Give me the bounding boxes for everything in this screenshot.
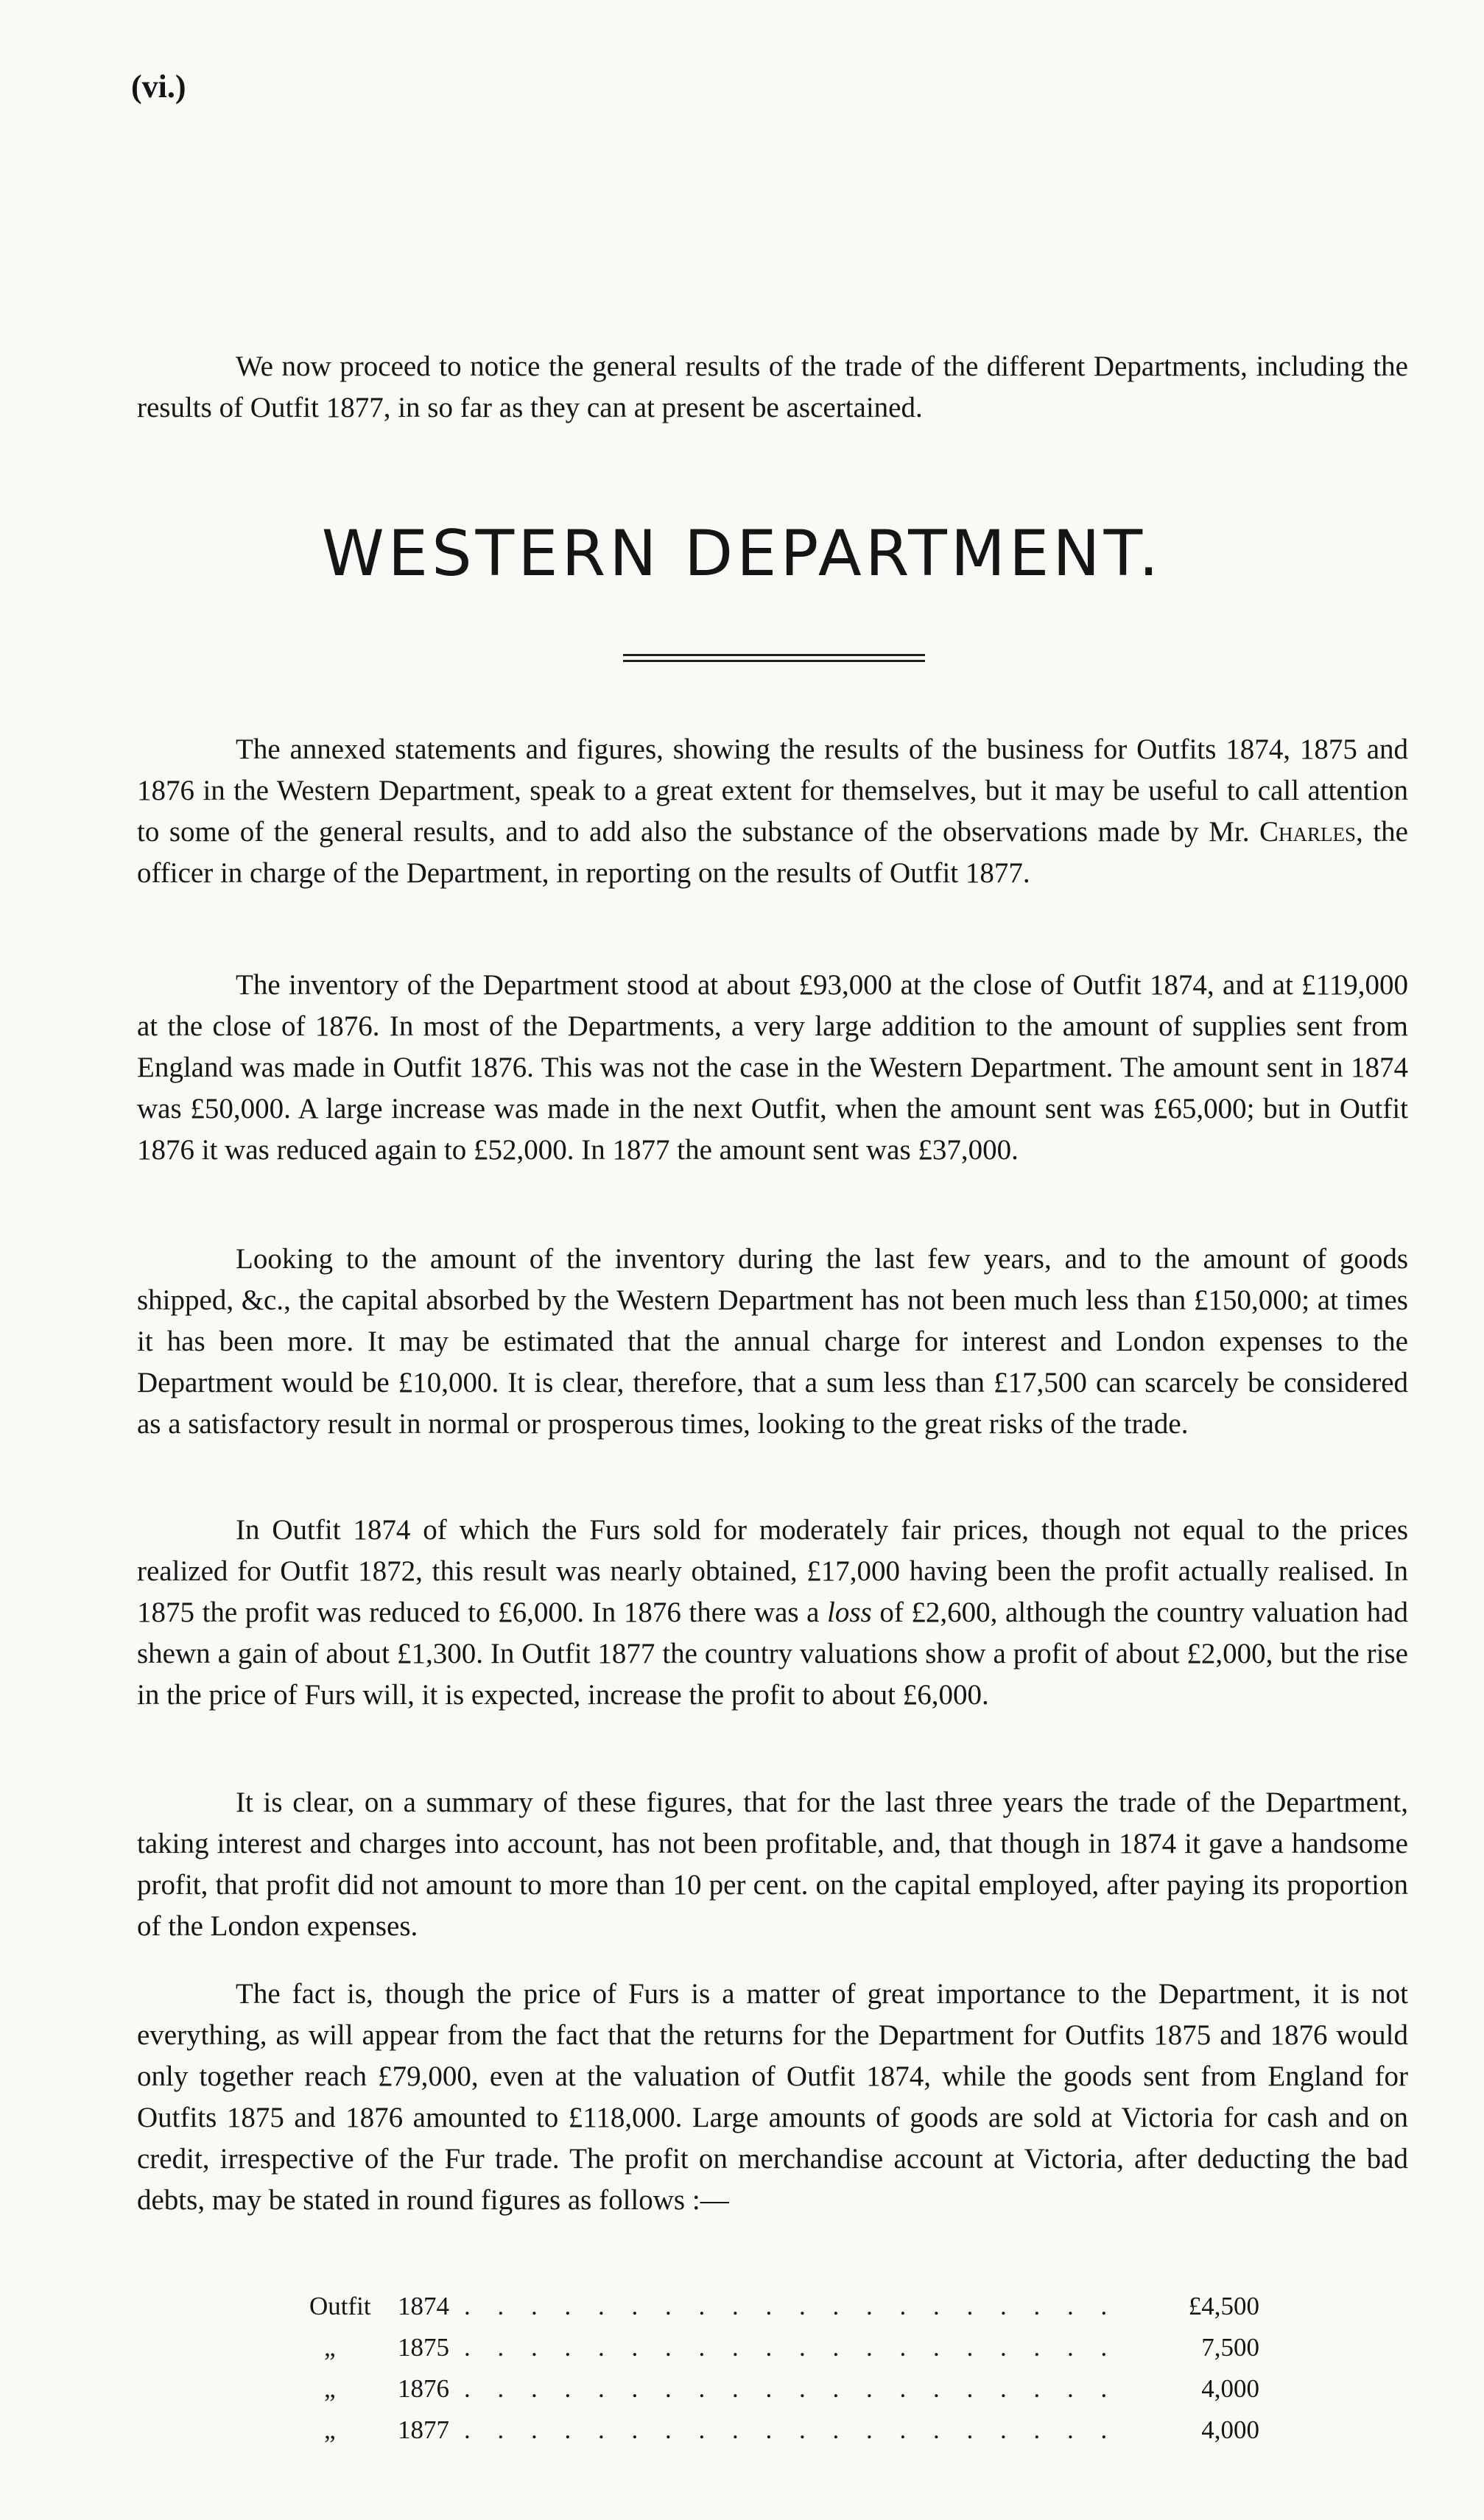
paragraph-text: of £2,600, although the country valuation had shewn a gain of about £1,300. In Outfit 1877 the country valuations show a profit of about £2,000, but the rise in the price of Furs will, it is expected, increase the profit to about £6,000. [137,1597,1408,1711]
page-number: (vi.) [131,68,186,105]
row-year: 1874 [398,2292,449,2320]
table-row [309,2286,1259,2327]
heading-rule-top [623,654,925,656]
paragraph-outfit-1874 [137,1510,1408,1716]
paragraph-inventory: The inventory of the Department stood at about £93,000 at the close of Outfit 1874, and at £119,000 at the close of 1876. In most of the Departments, a very large addition to the amount of supplies sent from England was made in Outfit 1876. This was not the case in the Western Department. The amount sent in 1874 was £50,000. A large increase was made in the next Outfit, when the amount sent was £65,000; but in Outfit 1876 it was reduced again to £52,000. In 1877 the amount sent was £37,000. [137,969,1408,1166]
intro-paragraph: We now proceed to notice the general results of the trade of the different Departments, including the results of Outfit 1877, in so far as they can at present be ascertained. [137,351,1408,423]
officer-name: Charles [1259,816,1357,848]
table-row [309,2368,1259,2410]
row-leader: . . . . . . . . . . . . . . . . . . . . [464,2333,1118,2362]
row-leader: . . . . . . . . . . . . . . . . . . . . [464,2374,1118,2403]
paragraph-summary: It is clear, on a summary of these figures, that for the last three years the trade of the Department, taking interest and charges into account, has not been profitable, and, that though in 1874 it gave a handsome profit, that profit did not amount to more than 10 per cent. on the capital employed, after paying its proportion of the London expenses. [137,1787,1408,1942]
paragraph-text: The annexed statements and figures, showing the results of the business for Outfits 1874, 1875 and 1876 in the Western Department, speak to a great extent for themselves, but it may be useful to call attention to some of the general results, and to add also the substance of the observations made by Mr. [137,733,1408,848]
row-year: 1877 [398,2415,449,2444]
row-label: „ [324,2374,336,2403]
heading-rule-bottom [623,660,925,662]
row-label: „ [324,2333,336,2362]
row-value: 4,000 [1201,2415,1259,2444]
paragraph-text: , the officer in charge of the Department, in reporting on the results of Outfit 1877. [137,816,1408,889]
paragraph-text: In Outfit 1874 of which the Furs sold for moderately fair prices, though not equal to the prices realized for Outfit 1872, this result was nearly obtained, £17,000 having been the profit actually realised. In 1875 the profit was reduced to £6,000. In 1876 there was a [137,1514,1408,1628]
row-year: 1875 [398,2333,449,2362]
loss-word: loss [827,1597,872,1628]
row-year: 1876 [398,2374,449,2403]
row-value: £4,500 [1188,2292,1259,2320]
row-label: „ [324,2415,336,2444]
outfit-profit-table [309,2286,1259,2451]
row-leader: . . . . . . . . . . . . . . . . . . . . [464,2415,1118,2444]
row-value: 7,500 [1201,2333,1259,2362]
paragraph-capital: Looking to the amount of the inventory during the last few years, and to the amount of goods shipped, &c., the capital absorbed by the Western Department has not been much less than £150,000; at times it has been more. It may be estimated that the annual charge for interest and London expenses to the Department would be £10,000. It is clear, therefore, that a sum less than £17,500 can scarcely be considered as a satisfactory result in normal or prosperous times, looking to the great risks of the trade. [137,1243,1408,1440]
row-value: 4,000 [1201,2374,1259,2403]
section-heading: WESTERN DEPARTMENT. [321,517,1163,591]
paragraph-fur-prices: The fact is, though the price of Furs is a matter of great importance to the Department, it is not everything, as will appear from the fact that the returns for the Department for Outfits 1875 and 1876 would only together reach £79,000, even at the valuation of Outfit 1874, while the goods sent from England for Outfits 1875 and 1876 amounted to £118,000. Large amounts of goods are sold at Victoria for cash and on credit, irrespective of the Fur trade. The profit on merchandise account at Victoria, after deducting the bad debts, may be stated in round figures as follows :— [137,1978,1408,2216]
table-row [309,2410,1259,2451]
row-leader: . . . . . . . . . . . . . . . . . . . . [464,2292,1118,2320]
paragraph-annexed-statements [137,729,1408,894]
row-label: Outfit [309,2292,371,2320]
table-row [309,2327,1259,2368]
